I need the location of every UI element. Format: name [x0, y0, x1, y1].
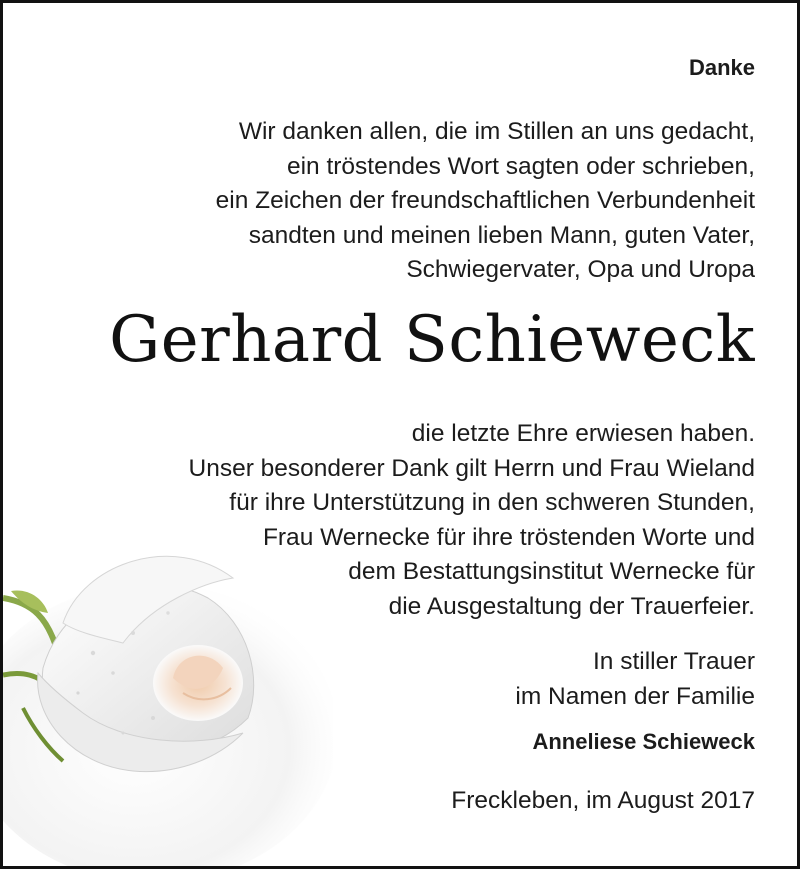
mourning-line: In stiller Trauer: [592, 648, 755, 675]
deceased-name: Gerhard Schieweck: [109, 303, 755, 377]
thanks-line: die Ausgestaltung der Trauerfeier.: [388, 592, 755, 620]
place-date: Freckleben, im August 2017: [451, 787, 755, 814]
thanks-line: Unser besonderer Dank gilt Herrn und Frau Wieland: [188, 454, 755, 482]
thanks-line: Frau Wernecke für ihre tröstenden Worte und: [262, 523, 755, 551]
intro-line: sandten und meinen lieben Mann, guten Vater,: [248, 221, 755, 249]
thanks-line: für ihre Unterstützung in den schweren Stunden,: [229, 489, 755, 516]
thanks-text: [189, 417, 756, 624]
intro-line: Schwiegervater, Opa und Uropa: [406, 256, 755, 283]
notice-title: Danke: [688, 55, 755, 80]
intro-line: Wir danken allen, die im Stillen an uns gedacht,: [238, 118, 755, 145]
mourning-line: im Namen der Familie: [515, 682, 755, 710]
mourning-text: [515, 645, 755, 714]
signer-name: Anneliese Schieweck: [532, 729, 755, 754]
intro-text: [216, 115, 755, 288]
thanks-line: die letzte Ehre erwiesen haben.: [411, 420, 755, 447]
thanks-line: dem Bestattungsinstitut Wernecke für: [348, 558, 755, 585]
intro-line: ein Zeichen der freundschaftlichen Verbundenheit: [215, 187, 755, 214]
intro-line: ein tröstendes Wort sagten oder schrieben,: [286, 152, 755, 180]
